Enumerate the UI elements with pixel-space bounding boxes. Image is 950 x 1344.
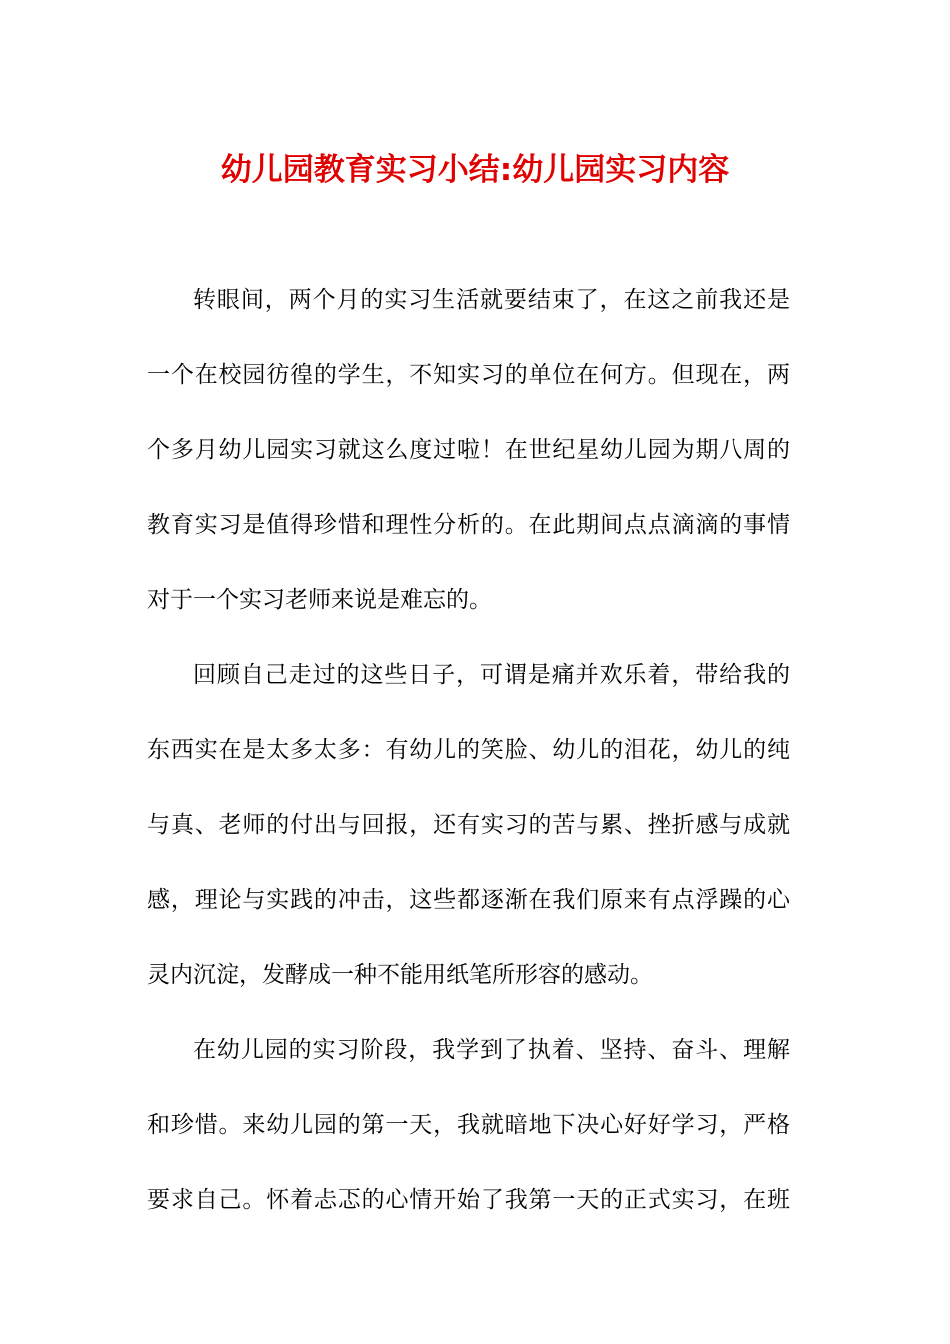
paragraph-line: 要求自己。怀着忐忑的心情开始了我第一天的正式实习，在班 — [147, 1187, 790, 1213]
paragraph-line: 一个在校园彷徨的学生，不知实习的单位在何方。但现在，两 — [147, 362, 790, 388]
paragraph-line: 东西实在是太多太多：有幼儿的笑脸、幼儿的泪花，幼儿的纯 — [147, 737, 790, 763]
document-body — [147, 277, 790, 1252]
paragraph-1 — [147, 277, 790, 652]
paragraph-line: 在幼儿园的实习阶段，我学到了执着、坚持、奋斗、理解 — [193, 1037, 790, 1063]
paragraph-line: 与真、老师的付出与回报，还有实习的苦与累、挫折感与成就 — [147, 812, 790, 838]
paragraph-line: 个多月幼儿园实习就这么度过啦！在世纪星幼儿园为期八周的 — [147, 437, 790, 463]
paragraph-line: 回顾自己走过的这些日子，可谓是痛并欢乐着，带给我的 — [193, 662, 790, 688]
paragraph-3 — [147, 1027, 790, 1252]
paragraph-line: 对于一个实习老师来说是难忘的。 — [147, 587, 492, 613]
paragraph-line: 感，理论与实践的冲击，这些都逐渐在我们原来有点浮躁的心 — [147, 887, 790, 913]
paragraph-line: 灵内沉淀，发酵成一种不能用纸笔所形容的感动。 — [147, 962, 653, 988]
paragraph-line: 转眼间，两个月的实习生活就要结束了，在这之前我还是 — [193, 287, 790, 313]
document-title: 幼儿园教育实习小结:幼儿园实习内容 — [220, 152, 730, 188]
paragraph-2 — [147, 652, 790, 1027]
paragraph-line: 和珍惜。来幼儿园的第一天，我就暗地下决心好好学习，严格 — [147, 1112, 790, 1138]
paragraph-line: 教育实习是值得珍惜和理性分析的。在此期间点点滴滴的事情 — [147, 512, 790, 538]
